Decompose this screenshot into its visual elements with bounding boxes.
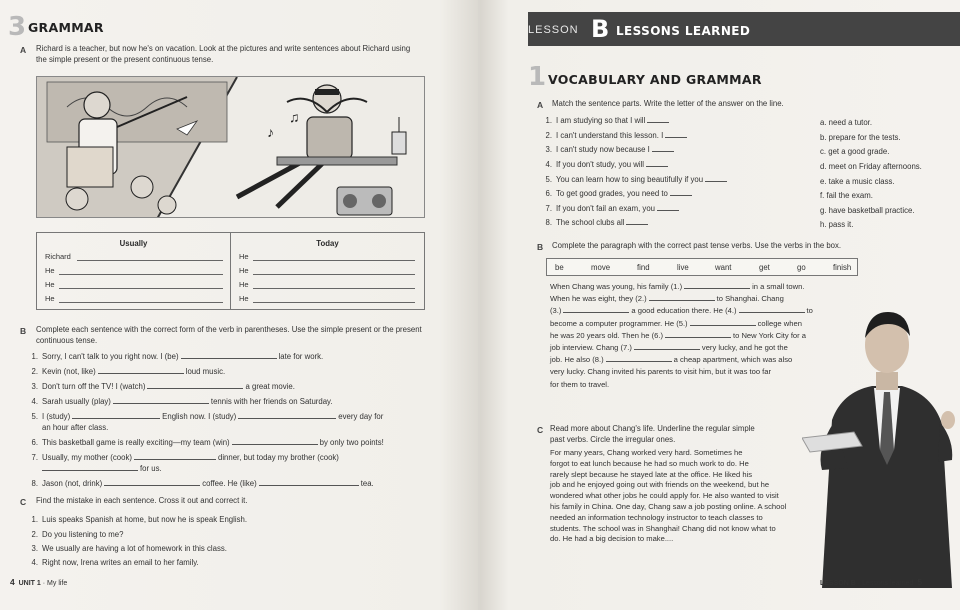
list-item: 1. Sorry, I can't talk to you right now. I (be) late for work. (31, 352, 324, 361)
answer-blank[interactable] (646, 159, 668, 167)
paragraph-line: (3.) a good education there. He (4.) to (550, 306, 813, 316)
answer-option: c. get a good grade. (820, 147, 890, 156)
illustration (36, 76, 425, 218)
exercise-letter: B (20, 326, 27, 336)
answer-line[interactable] (253, 282, 415, 289)
list-item: 5. I (study) English now. I (study) every day for (31, 412, 384, 421)
page-footer: LESSON B · Lessons learned 5 (820, 577, 923, 587)
today-column (231, 233, 424, 309)
table-row-label: He (239, 252, 249, 261)
paragraph-b (550, 281, 813, 391)
table-row-label: He (239, 294, 249, 303)
page-number: 4 (10, 577, 15, 587)
answer-option: g. have basketball practice. (820, 206, 915, 215)
answer-blank[interactable] (739, 305, 805, 313)
answer-blank[interactable] (670, 188, 692, 196)
banner-title: LESSONS LEARNED (616, 24, 751, 38)
answer-blank[interactable] (72, 411, 160, 419)
answer-blank[interactable] (649, 293, 715, 301)
paragraph-line: he was 20 years old. Then he (6.) to New York City for a (550, 330, 807, 340)
answer-line[interactable] (59, 268, 223, 275)
usually-today-table (36, 232, 425, 310)
answer-line[interactable] (77, 254, 223, 261)
answer-option: b. prepare for the tests. (820, 133, 901, 142)
answer-blank[interactable] (665, 330, 731, 338)
list-item: 5. You can learn how to sing beautifully if you (538, 174, 729, 185)
answer-blank[interactable] (238, 411, 336, 419)
list-item: 7. If you don't fail an exam, you (538, 203, 681, 214)
word-box-item: finish (833, 263, 852, 272)
exercise-instruction: Match the sentence parts. Write the letter of the answer on the line. (552, 99, 784, 108)
list-item: 8. Jason (not, drink) coffee. He (like) tea. (31, 479, 374, 488)
right-page (480, 0, 960, 610)
list-item-continued: an hour after class. (42, 423, 109, 432)
answer-blank[interactable] (647, 115, 669, 123)
answer-line[interactable] (59, 296, 223, 303)
answer-blank[interactable] (134, 452, 216, 460)
list-item: 3. Don't turn off the TV! I (watch) a great movie. (31, 382, 295, 391)
list-item: 2. Do you listening to me? (31, 530, 124, 539)
answer-blank[interactable] (563, 305, 629, 313)
paragraph-line: job. He also (8.) a cheap apartment, which was also (550, 355, 793, 365)
exercise-instruction: Read more about Chang's life. Underline the regular simple past verbs. Circle the irregular ones. (550, 424, 755, 444)
section-number: 1 (528, 62, 547, 92)
list-item: 2. I can't understand this lesson. I (538, 130, 689, 141)
paragraph-line: When Chang was young, his family (1.) in a small town. (550, 282, 805, 291)
list-item: 4. Sarah usually (play) tennis with her friends on Saturday. (31, 397, 333, 406)
usually-column (37, 233, 231, 309)
answer-blank[interactable] (657, 203, 679, 211)
paragraph-line: When he was eight, they (2.) to Shanghai. Chang (550, 294, 784, 304)
banner-lesson-word: LESSON (528, 24, 579, 36)
section-number: 3 (8, 12, 27, 42)
answer-option: e. take a music class. (820, 177, 895, 186)
answer-option: f. fail the exam. (820, 191, 873, 200)
man-photo (802, 300, 960, 588)
answer-blank[interactable] (690, 318, 756, 326)
businessman-image (802, 300, 960, 588)
list-item: 3. We usually are having a lot of homework in this class. (31, 544, 227, 553)
usually-header: Usually (119, 239, 148, 248)
svg-text:♫: ♫ (289, 109, 300, 125)
answer-blank[interactable] (98, 366, 184, 374)
exercise-letter: C (537, 425, 544, 435)
banner-lesson-letter: B (591, 15, 610, 43)
list-item: 6. This basketball game is really exciting—my team (win) by only two points! (31, 438, 384, 447)
exercise-instruction: Complete the paragraph with the correct past tense verbs. Use the verbs in the box. (552, 241, 842, 250)
answer-blank[interactable] (626, 217, 648, 225)
list-item: 4. Right now, Irena writes an email to her family. (31, 558, 199, 567)
paragraph-line: for them to travel. (550, 379, 610, 389)
list-item: 3. I can't study now because I (538, 144, 676, 155)
table-row-label: He (239, 266, 249, 275)
list-item: 8. The school clubs all (538, 217, 650, 228)
section-title: VOCABULARY AND GRAMMAR (548, 72, 762, 87)
list-item: 6. To get good grades, you need to (538, 188, 694, 199)
table-row-label: He (239, 280, 249, 289)
exercise-letter: B (537, 242, 544, 252)
answer-blank[interactable] (42, 463, 138, 471)
table-row-label: He (45, 280, 55, 289)
exercise-letter: A (20, 45, 27, 55)
answer-blank[interactable] (606, 354, 672, 362)
lesson-title: Lessons learned (862, 580, 914, 587)
paragraph-line: become a computer programmer. He (5.) college when (550, 318, 802, 328)
word-box-item: want (715, 263, 732, 272)
answer-blank[interactable] (684, 281, 750, 289)
list-item: 4. If you don't study, you will (538, 159, 670, 170)
answer-blank[interactable] (113, 396, 209, 404)
unit-title: My life (47, 580, 68, 587)
word-box-item: find (637, 263, 650, 272)
answer-line[interactable] (253, 296, 415, 303)
teacher-vacation-illustration (37, 77, 425, 218)
exercise-instruction: Richard is a teacher, but now he's on vacation. Look at the pictures and write sentences about Richard using the simple present or the present continuous tense. (36, 44, 411, 64)
answer-blank[interactable] (104, 478, 200, 486)
answer-blank[interactable] (634, 342, 700, 350)
word-box-item: be (555, 263, 564, 272)
answer-option: h. pass it. (820, 220, 854, 229)
paragraph-line: very lucky. Chang invited his parents to visit him, but it was too far (550, 367, 772, 377)
word-box-item: live (677, 263, 689, 272)
exercise-instruction: Complete each sentence with the correct form of the verb in parentheses. Use the simple present or the present continuous tense. (36, 325, 422, 345)
word-box-item: move (591, 263, 611, 272)
unit-label: UNIT 1 (18, 580, 41, 587)
table-row-label: He (45, 266, 55, 275)
answer-blank[interactable] (181, 351, 277, 359)
section-title: GRAMMAR (28, 20, 104, 35)
answer-blank[interactable] (232, 437, 318, 445)
answer-blank[interactable] (665, 130, 687, 138)
answer-blank[interactable] (705, 174, 727, 182)
answer-option: d. meet on Friday afternoons. (820, 162, 922, 171)
word-box-item: go (797, 263, 806, 272)
answer-line[interactable] (253, 268, 415, 275)
svg-text:♪: ♪ (267, 124, 274, 140)
lesson-banner (528, 12, 960, 46)
word-box-item: get (759, 263, 770, 272)
answer-line[interactable] (253, 254, 415, 261)
today-header: Today (316, 239, 339, 248)
answer-blank[interactable] (259, 478, 359, 486)
paragraph-line: job interview. Chang (7.) very lucky, and he got the (550, 343, 788, 353)
lesson-label: LESSON B (820, 580, 856, 587)
answer-blank[interactable] (652, 144, 674, 152)
left-page (0, 0, 478, 610)
list-item: 2. Kevin (not, like) loud music. (31, 367, 226, 376)
answer-line[interactable] (59, 282, 223, 289)
page-footer: 4 UNIT 1 · My life (10, 577, 68, 587)
list-item: 1. I am studying so that I will (538, 115, 671, 126)
word-box (546, 258, 858, 276)
exercise-letter: C (20, 497, 27, 507)
table-row-label: He (45, 294, 55, 303)
table-row-label: Richard (45, 252, 71, 261)
exercise-instruction: Find the mistake in each sentence. Cross it out and correct it. (36, 496, 248, 505)
list-item-continued: for us. (42, 463, 162, 474)
page-number: 5 (917, 577, 923, 587)
list-item: 1. Luis speaks Spanish at home, but now he is speak English. (31, 515, 248, 524)
reading-passage: For many years, Chang worked very hard. Sometimes he forgot to eat lunch because he had so much work to do. He rarely slept because he stayed late at the office. He liked his job and he enjoyed going out with friends on the weekend, but he wondered what other jobs he could apply for. He also wanted to visit his family in China. One day, Chang saw a job posting online. A school needed an information technology instructor to teach classes to students. The school was in Shanghai! Chang did not know what to do. He had a big decision to make.... (550, 448, 787, 544)
exercise-letter: A (537, 100, 544, 110)
answer-blank[interactable] (147, 381, 243, 389)
answer-option: a. need a tutor. (820, 118, 873, 127)
list-item: 7. Usually, my mother (cook) dinner, but today my brother (cook) (31, 453, 339, 462)
